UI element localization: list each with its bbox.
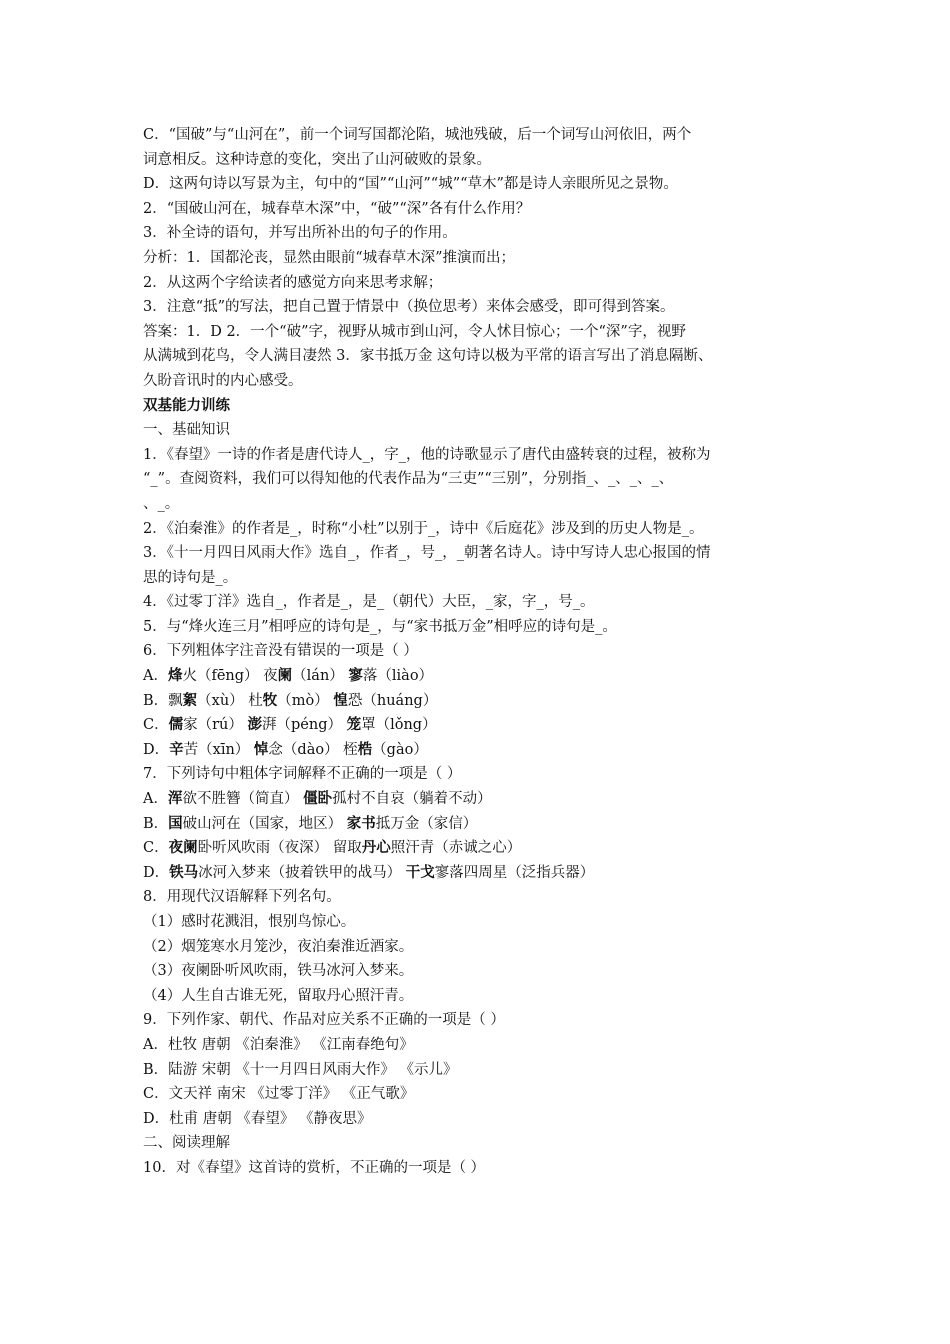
question-9-option: B．陆游 宋朝 《十一月四日风雨大作》 《示儿》 [143,1061,458,1078]
bold-term: 梏 [357,741,373,758]
question-6-option [143,738,821,763]
option-text: 落（liào） [362,668,434,685]
option-prefix: D． [143,741,170,758]
question-9-stem: 9．下列作家、朝代、作品对应关系不正确的一项是（ ） [143,1012,505,1029]
question-7-options [143,787,821,885]
bold-term: 寥 [348,668,363,685]
question-9-option: D．杜甫 唐朝 《春望》 《静夜思》 [143,1110,372,1127]
question-7-stem: 7．下列诗句中粗体字词解释不正确的一项是（ ） [143,766,462,783]
text-line: C．“国破”与“山河在”，前一个词写国都沦陷，城池残破，后一个词写山河依旧，两个 [143,127,692,143]
analysis-line: 3．注意“抵”的写法，把自己置于情景中（换位思考）来体会感受，即可得到答案。 [143,299,675,316]
analysis-line: 分析：1．国都沦丧，显然由眼前“城春草木深”推演而出； [143,249,516,266]
question-8-item: （2）烟笼寒水月笼沙，夜泊秦淮近酒家。 [143,938,414,955]
bold-term: 辛 [169,741,184,758]
bold-term: 丹心 [361,840,391,857]
option-prefix: A． [143,791,168,808]
part-title: 二、阅读理解 [143,1135,230,1152]
option-text: 苦（xīn） [183,741,254,758]
question-7-option [143,787,821,812]
question-4: 4．《过零丁洋》选自_，作者是_，是_（朝代）大臣，_家，字_，号_。 [143,594,595,611]
question-7-option [143,836,821,861]
bold-term: 絮 [182,692,198,709]
text-line: 3．补全诗的语句，并写出所补出的句子的作用。 [143,225,457,242]
question-2: 2．《泊秦淮》的作者是_，时称“小杜”以别于_，诗中《后庭花》涉及到的历史人物是_。 [143,520,704,537]
question-1-line: 、_。 [143,495,180,512]
question-6-options [143,664,821,762]
option-text: （mò） [277,692,334,709]
bold-term: 烽 [167,668,183,685]
text-line: 词意相反。这种诗意的变化，突出了山河破败的景象。 [143,151,491,168]
bold-term: 国 [168,815,183,832]
question-9-option: A．杜牧 唐朝 《泊秦淮》 《江南春绝句》 [143,1036,414,1053]
option-text: 冰河入梦来（披着铁甲的战马） [198,864,406,881]
bold-term: 澎 [247,717,262,734]
question-5: 5．与“烽火连三月”相呼应的诗句是_，与“家书抵万金”相呼应的诗句是_。 [143,618,617,635]
option-prefix: B． [143,692,169,709]
question-1-line: “_”。查阅资料，我们可以得知他的代表作品为“三吏”“三别”，分别指_、_、_、_、 [143,471,674,488]
text-line: D．这两句诗以写景为主，句中的“国”“山河”“城”“草木”都是诗人亲眼所见之景物。 [143,176,678,193]
section-title: 双基能力训练 [143,397,230,414]
option-prefix: A． [143,668,168,685]
question-6-stem: 6．下列粗体字注音没有错误的一项是（ ） [143,643,418,660]
option-text: 欲不胜簪（简直） [182,791,304,808]
option-text: 孤村不自哀（躺着不动） [332,791,492,808]
option-text: 破山河在（国家，地区） [182,815,347,832]
option-text: 飘 [168,692,183,709]
option-text: （gào） [372,741,428,758]
bold-term: 悼 [253,741,269,758]
bold-term: 干戈 [405,864,435,881]
question-7-option [143,861,821,886]
option-text: 罩（lǒng） [361,717,437,734]
option-text: （lán） [292,668,349,685]
option-text: 抵万金（家信） [375,815,478,832]
question-7-option [143,812,821,837]
question-8-item: （3）夜阑卧听风吹雨，铁马冰河入梦来。 [143,963,414,980]
bold-term: 牧 [262,692,278,709]
question-8-stem: 8．用现代汉语解释下列名句。 [143,889,341,906]
option-text: 湃（péng） [262,717,347,734]
option-text: 念（dào） 桎 [268,741,358,758]
bold-term: 惶 [333,692,348,709]
bold-term: 家书 [346,815,376,832]
question-8-item: （4）人生自古谁无死，留取丹心照汗青。 [143,987,414,1004]
bold-term: 笼 [346,717,362,734]
option-text: 火（fēng） 夜 [182,668,278,685]
question-1-line: 1．《春望》一诗的作者是唐代诗人_，字_，他的诗歌显示了唐代由盛转衰的过程，被称为 [143,446,711,463]
part-title: 一、基础知识 [143,422,230,439]
bold-term: 夜阑 [168,840,198,857]
question-10-stem: 10．对《春望》这首诗的赏析，不正确的一项是（ ） [143,1159,486,1176]
option-text: 恐（huáng） [347,692,438,709]
bold-term: 阑 [277,668,293,685]
option-text: 寥落四周星（泛指兵器） [434,864,595,881]
question-8-item: （1）感时花溅泪，恨别鸟惊心。 [143,914,356,930]
option-text: 家（rú） [183,717,248,734]
bold-term: 铁马 [169,864,199,881]
option-text: （xù） 杜 [197,692,263,709]
question-6-option [143,664,821,689]
option-prefix: D． [143,864,170,881]
question-6-option [143,713,821,738]
bold-term: 儒 [168,717,184,734]
question-3-line: 3．《十一月四日风雨大作》选自_，作者_，号_，_朝著名诗人。诗中写诗人忠心报国的情 [143,545,711,562]
question-3-line: 思的诗句是_。 [143,569,238,586]
bold-term: 浑 [167,791,183,808]
bold-term: 僵卧 [303,791,333,808]
answer-line: 答案：1．D 2．一个“破”字，视野从城市到山河，令人怵目惊心；一个“深”字，视野 [143,323,686,340]
question-9-option: C．文天祥 南宋 《过零丁洋》 《正气歌》 [143,1086,415,1103]
answer-line: 从满城到花鸟，令人满目凄然 3．家书抵万金 这句诗以极为平常的语言写出了消息隔断、 [143,348,713,365]
answer-line: 久盼音讯时的内心感受。 [143,372,303,389]
option-prefix: B． [143,815,169,832]
option-prefix: C． [143,717,169,734]
document-body [143,123,821,1181]
option-text: 卧听风吹雨（夜深） 留取 [197,840,362,857]
analysis-line: 2．从这两个字给读者的感觉方向来思考求解； [143,274,443,291]
option-text: 照汗青（赤诚之心） [390,840,522,857]
option-prefix: C． [143,840,169,857]
question-6-option [143,689,821,714]
text-line: 2．“国破山河在，城春草木深”中，“破”“深”各有什么作用？ [143,200,531,217]
